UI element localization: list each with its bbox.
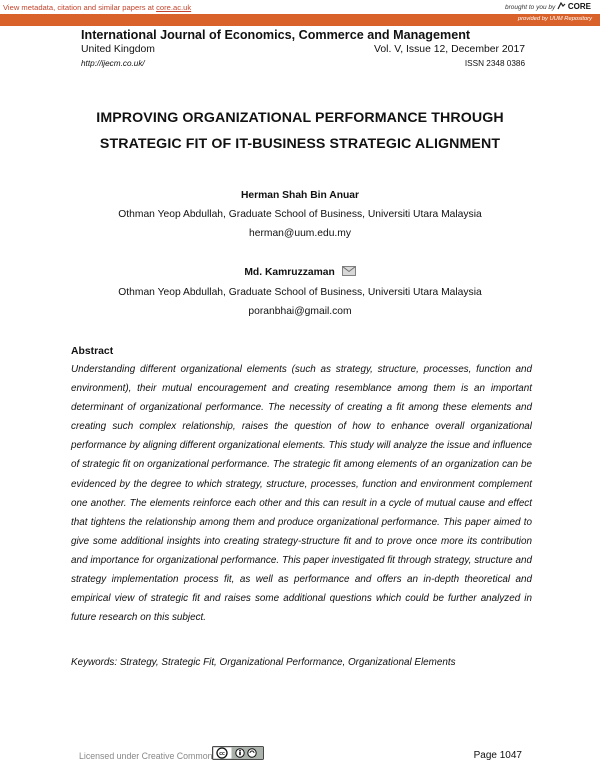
metadata-link[interactable]	[3, 3, 191, 12]
core-logo-icon	[557, 2, 566, 10]
author-email[interactable]: herman@uum.edu.my	[248, 228, 352, 239]
metadata-text: View metadata, citation and similar papers at	[3, 3, 157, 12]
author-affiliation: Othman Yeop Abdullah, Graduate School of Business, Universiti Utara Malaysia	[118, 287, 482, 298]
core-brand[interactable]	[505, 2, 591, 11]
core-label: CORE	[567, 2, 591, 11]
journal-country: United Kingdom	[81, 44, 155, 55]
abstract-body: Understanding different organizational elements (such as strategy, structure, processes, function and environment), their mutual encouragement and creating resemblance among them is an important determinant of organizational performance. The necessity of creating a fit among these elements and creating such complex relationship, raises the question of how to enhance overall organizational performance by aligning different organizational elements. This study will analyze the issue and influence of strategic fit on organizational performance. The strategic fit among elements of an organization can be evidenced by the degree to which strategy, structure, processes, function and environment complement one another. The elements reinforce each other and this can result in a cycle of mutual cause and effect that tightens the relationship among them and produce organizational performance. This paper aimed to give some additional insights into creating strategy-structure fit and to prove once more its contribution and importance for organizational performance. This paper investigated fit through strategy, structure and strategy implementation process fit, as well as performance and offers an in-depth theoretical and empirical view of strategic fit and raises some additional questions which could be further analyzed in future research on this subject.	[71, 364, 532, 624]
brought-to-you-text: brought to you by	[505, 4, 556, 11]
author-email[interactable]: poranbhai@gmail.com	[248, 306, 352, 317]
author-name: Herman Shah Bin Anuar	[240, 190, 360, 201]
abstract-heading: Abstract	[71, 346, 114, 357]
core-ac-uk-link[interactable]: core.ac.uk	[156, 3, 192, 12]
paper-title-line-2: STRATEGIC FIT OF IT-BUSINESS STRATEGIC ALIGNMENT	[99, 136, 501, 152]
provided-by-text[interactable]: provided by UUM Repository	[517, 16, 592, 22]
creative-commons-badge-icon[interactable]	[212, 746, 264, 760]
volume-issue: Vol. V, Issue 12, December 2017	[374, 44, 525, 55]
author-name-block	[60, 266, 540, 278]
paper-title-line-1: IMPROVING ORGANIZATIONAL PERFORMANCE THROUGH	[96, 110, 504, 126]
journal-name: International Journal of Economics, Commerce and Management	[81, 28, 471, 42]
license-text: Licensed under Creative Common	[79, 751, 213, 761]
author-name: Md. Kamruzzaman	[244, 267, 335, 278]
page-number: Page 1047	[473, 750, 522, 761]
author-affiliation: Othman Yeop Abdullah, Graduate School of Business, Universiti Utara Malaysia	[118, 209, 482, 220]
journal-url[interactable]: http://ijecm.co.uk/	[81, 59, 145, 68]
issn: ISSN 2348 0386	[464, 59, 525, 68]
keywords: Keywords: Strategy, Strategic Fit, Organizational Performance, Organizational Elements	[71, 657, 456, 668]
repository-bar	[0, 14, 600, 26]
svg-text:cc: cc	[219, 751, 225, 757]
envelope-icon[interactable]	[342, 266, 356, 276]
